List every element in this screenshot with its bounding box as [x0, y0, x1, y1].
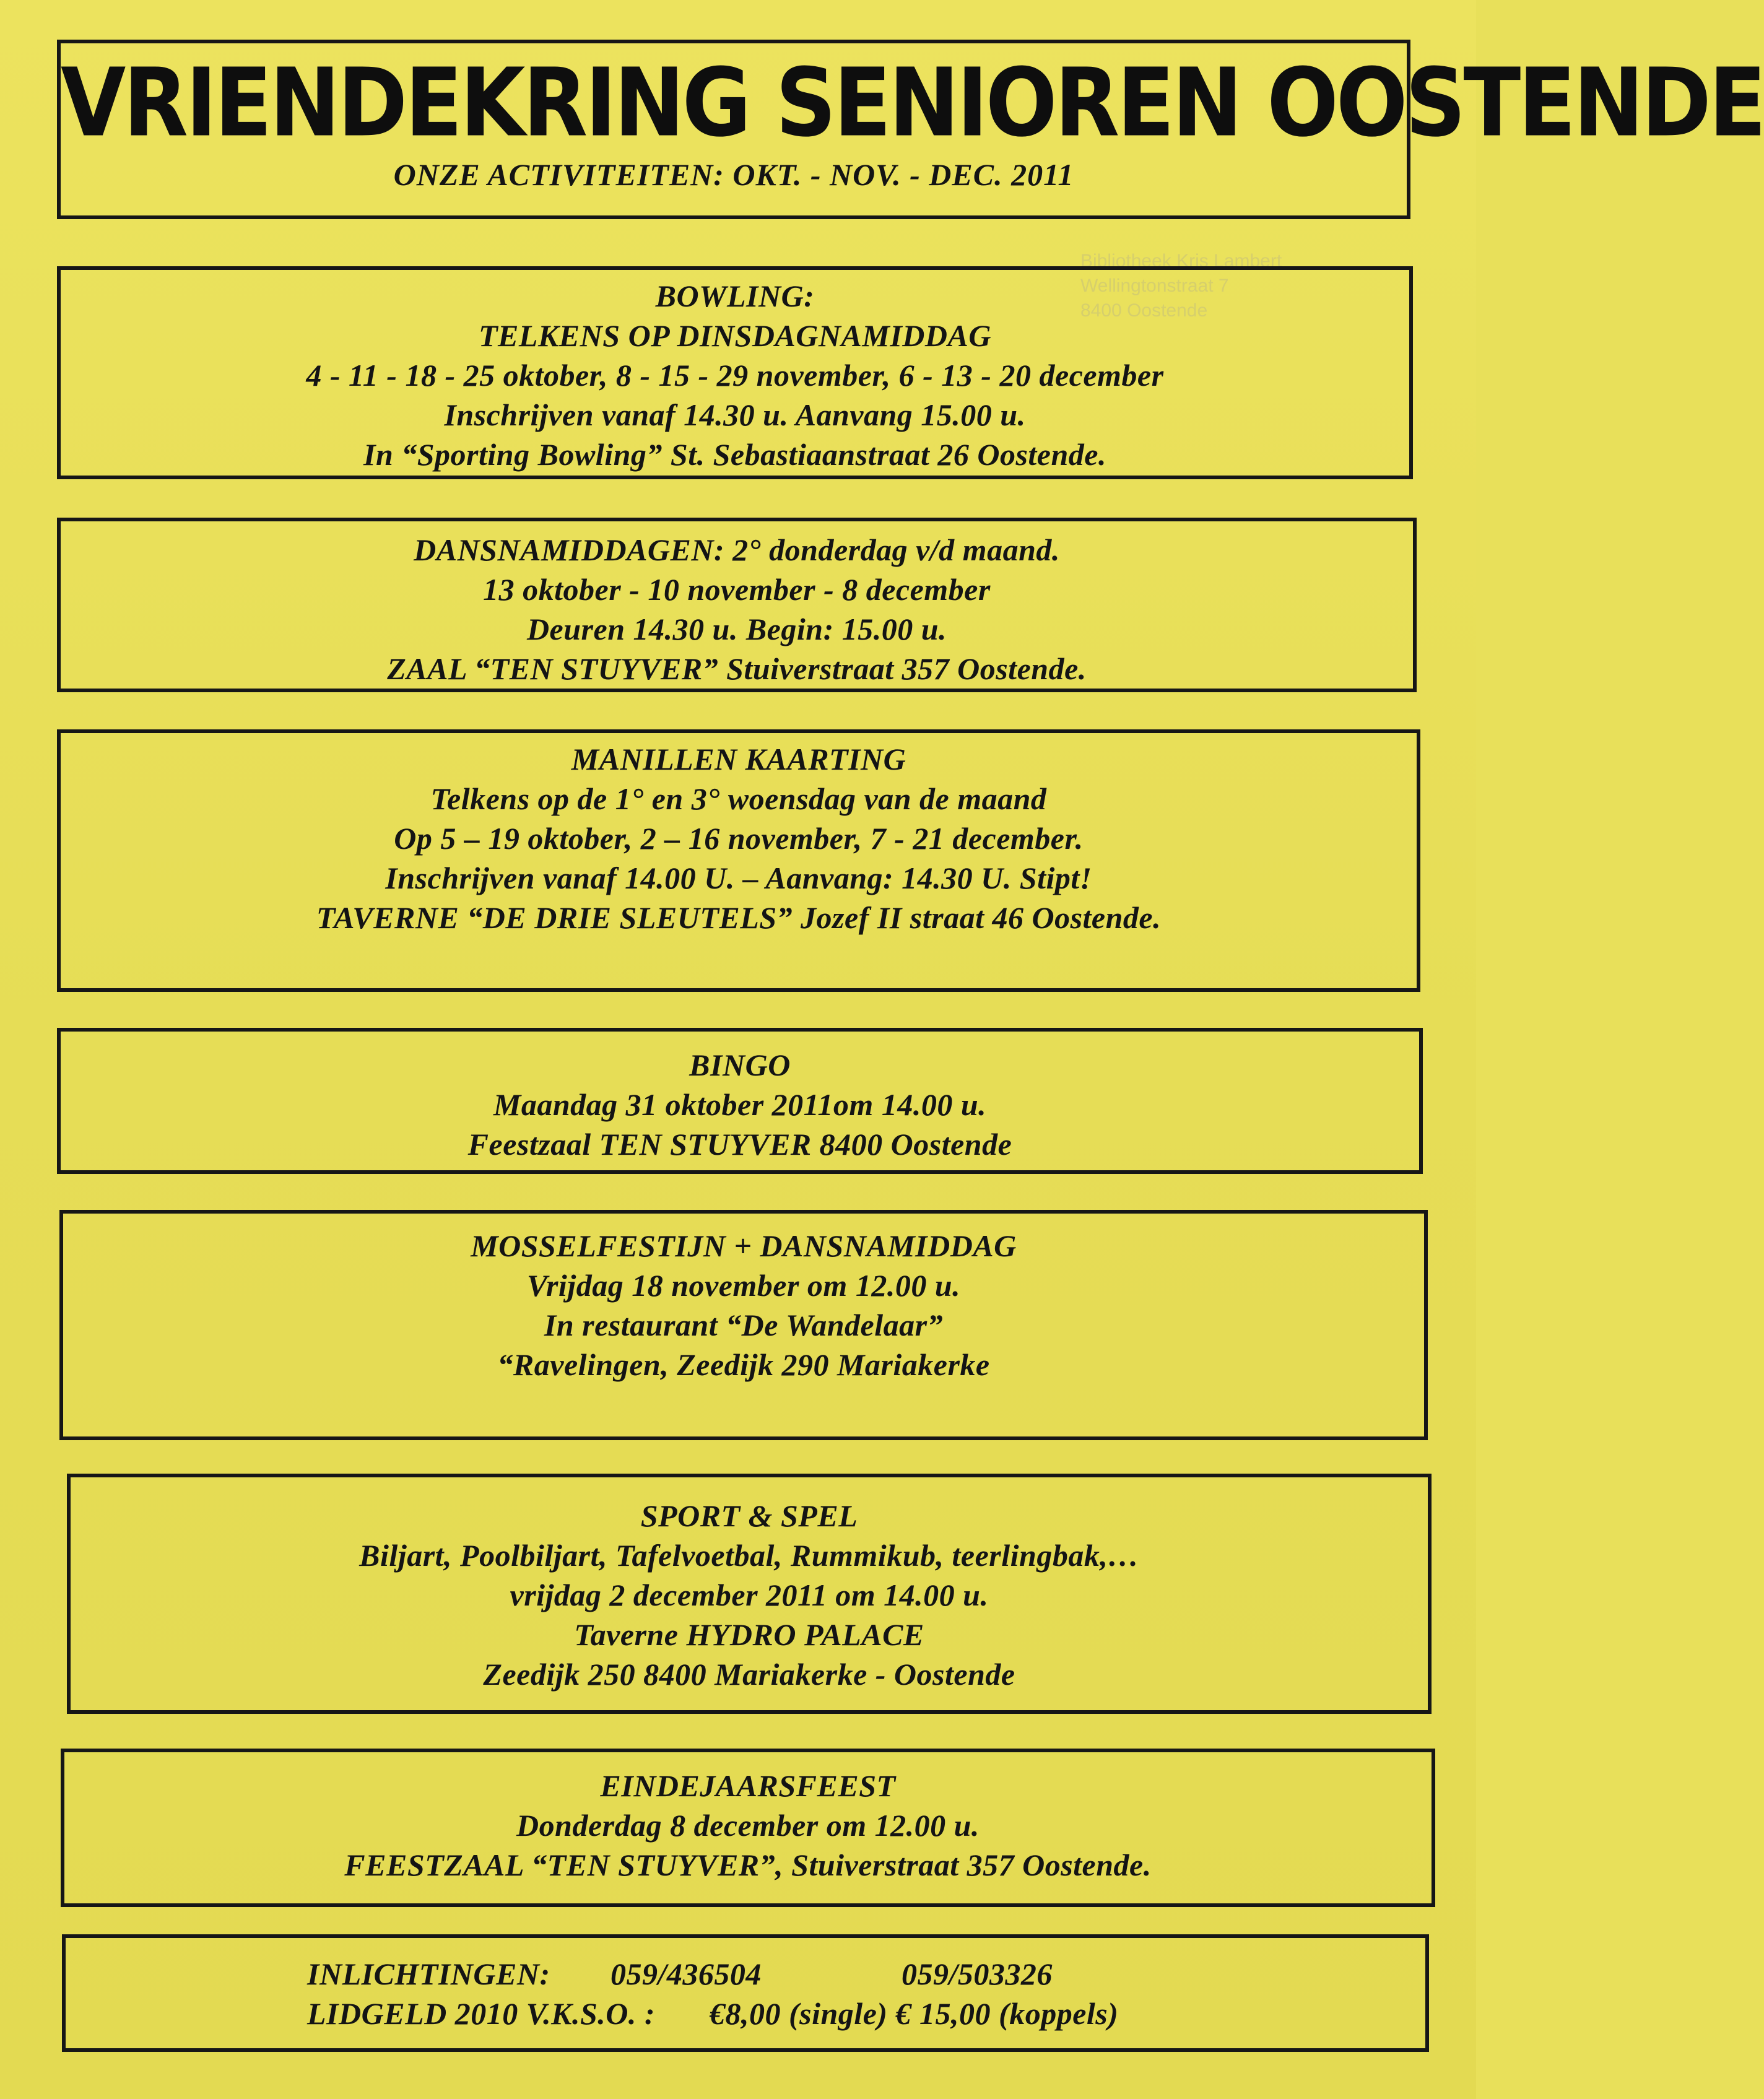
activity-line: Inschrijven vanaf 14.00 U. – Aanvang: 14.30 U. Stipt!	[385, 861, 1092, 895]
stamp-line: Wellingtonstraat 7	[1080, 276, 1229, 296]
activity-heading: DANSNAMIDDAGEN: 2° donderdag v/d maand.	[414, 532, 1060, 567]
activity-line: 4 - 11 - 18 - 25 oktober, 8 - 15 - 29 november, 6 - 13 - 20 december	[306, 358, 1164, 393]
activity-line: vrijdag 2 december 2011 om 14.00 u.	[510, 1578, 989, 1612]
contact-label: INLICHTINGEN:	[307, 1957, 550, 1991]
activity-line: Biljart, Poolbiljart, Tafelvoetbal, Rummikub, teerlingbak,…	[359, 1538, 1139, 1573]
page-title: VRIENDEKRING SENIOREN OOSTENDE	[61, 48, 1764, 159]
activity-heading: MANILLEN KAARTING	[571, 742, 906, 776]
activity-line: Maandag 31 oktober 2011om 14.00 u.	[493, 1087, 987, 1122]
activity-bowling	[57, 266, 1413, 479]
activity-line: Inschrijven vanaf 14.30 u. Aanvang 15.00 u.	[444, 398, 1026, 432]
activity-line: 13 oktober - 10 november - 8 december	[483, 572, 991, 607]
activity-manillen-kaarting	[57, 729, 1420, 992]
activity-sport-en-spel	[67, 1474, 1432, 1714]
activity-line: TAVERNE “DE DRIE SLEUTELS” Jozef II straat 46 Oostende.	[316, 900, 1162, 935]
contact-phone-1: 059/436504	[610, 1957, 762, 1991]
title-box	[57, 40, 1764, 219]
activity-line: Vrijdag 18 november om 12.00 u.	[526, 1268, 961, 1303]
activity-line: Feestzaal TEN STUYVER 8400 Oostende	[467, 1127, 1012, 1162]
activity-bingo	[57, 1028, 1423, 1174]
activity-line: TELKENS OP DINSDAGNAMIDDAG	[479, 318, 991, 353]
activity-heading: EINDEJAARSFEEST	[600, 1768, 896, 1803]
fee-label: LIDGELD 2010 V.K.S.O. :	[307, 1996, 656, 2031]
contact-phone-2: 059/503326	[902, 1957, 1053, 1991]
stamp-line: Bibliotheek Kris Lambert	[1080, 251, 1282, 271]
activity-line: “Ravelingen, Zeedijk 290 Mariakerke	[497, 1347, 990, 1382]
activity-line: In restaurant “De Wandelaar”	[544, 1308, 944, 1342]
activity-line: Op 5 – 19 oktober, 2 – 16 november, 7 - 21 december.	[394, 821, 1084, 856]
stamp-line: 8400 Oostende	[1080, 300, 1208, 321]
activity-mosselfestijn	[59, 1210, 1428, 1440]
page-subtitle: ONZE ACTIVITEITEN: OKT. - NOV. - DEC. 2011	[393, 157, 1074, 192]
info-box	[62, 1934, 1429, 2052]
activity-line: ZAAL “TEN STUYVER” Stuiverstraat 357 Oostende.	[387, 651, 1087, 686]
activity-line: Taverne HYDRO PALACE	[574, 1617, 924, 1652]
membership-fee-row	[66, 1994, 1425, 2033]
activity-heading: BOWLING:	[655, 279, 815, 313]
activity-heading: SPORT & SPEL	[640, 1498, 858, 1533]
activity-line: Zeedijk 250 8400 Mariakerke - Oostende	[483, 1657, 1015, 1692]
activity-line: Donderdag 8 december om 12.00 u.	[516, 1808, 980, 1843]
activity-line: Deuren 14.30 u. Begin: 15.00 u.	[526, 612, 947, 646]
fee-value: €8,00 (single) € 15,00 (koppels)	[710, 1996, 1119, 2031]
contact-row	[66, 1954, 1425, 1994]
activity-eindejaarsfeest	[61, 1749, 1435, 1907]
activity-heading: MOSSELFESTIJN + DANSNAMIDDAG	[471, 1228, 1017, 1263]
activity-line: Telkens op de 1° en 3° woensdag van de maand	[430, 781, 1047, 816]
activity-line: FEESTZAAL “TEN STUYVER”, Stuiverstraat 357 Oostende.	[344, 1848, 1152, 1882]
activity-line: In “Sporting Bowling” St. Sebastiaanstraat 26 Oostende.	[363, 437, 1106, 472]
activity-heading: BINGO	[689, 1048, 791, 1082]
activity-dansnamiddagen	[57, 518, 1417, 692]
